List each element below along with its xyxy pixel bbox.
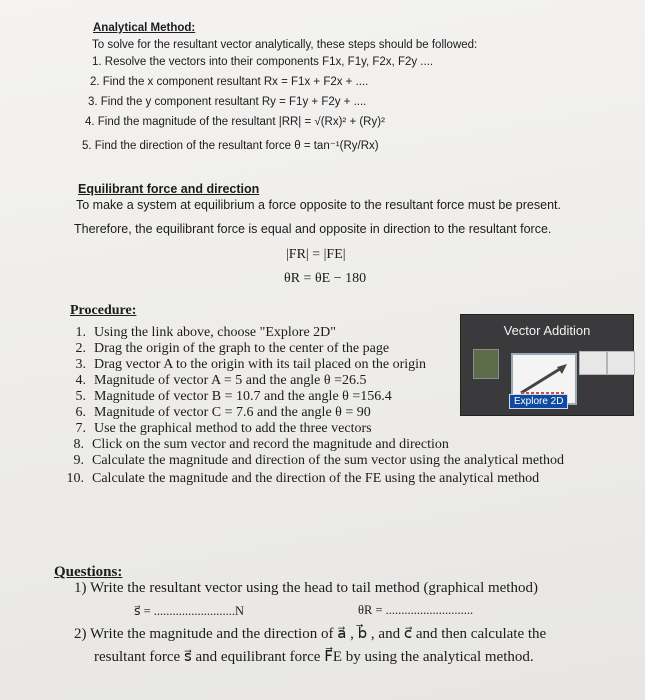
question-1: 1) Write the resultant vector using the head to tail method (graphical method) — [74, 580, 538, 596]
question-2-line-2: resultant force s⃗ and equilibrant force F⃗E by using the analytical method. — [94, 649, 534, 665]
procedure-number: 4. — [75, 373, 86, 388]
equilibrant-heading: Equilibrant force and direction — [78, 182, 260, 196]
sim-lab-thumbnail-icon — [579, 351, 607, 375]
sim-title: Vector Addition — [503, 323, 591, 338]
procedure-heading: Procedure: — [70, 303, 137, 318]
procedure-text: Click on the sum vector and record the magnitude and direction — [92, 437, 449, 452]
procedure-item-10 — [62, 471, 539, 487]
analytical-step-3: 3. Find the y component resultant Ry = F1y + F2y + .... — [88, 96, 367, 108]
question-1-resultant-blank: s⃗ = ..........................N — [134, 604, 245, 618]
procedure-text: Using the link above, choose "Explore 2D" — [94, 325, 336, 340]
analytical-step-2: 2. Find the x component resultant Rx = F1x + F2x + .... — [90, 76, 369, 88]
procedure-text: Drag the origin of the graph to the center of the page — [94, 341, 390, 356]
procedure-text: Magnitude of vector C = 7.6 and the angle θ = 90 — [94, 405, 371, 420]
procedure-text: Use the graphical method to add the three vectors — [94, 421, 372, 436]
procedure-item-8 — [62, 437, 449, 453]
equilibrant-line-2: Therefore, the equilibrant force is equal and opposite in direction to the resultant force. — [74, 222, 552, 236]
analytical-intro: To solve for the resultant vector analytically, these steps should be followed: — [92, 39, 478, 51]
equilibrant-line-1: To make a system at equilibrium a force opposite to the resultant force must be present. — [76, 198, 561, 212]
analytical-heading: Analytical Method: — [93, 22, 196, 34]
questions-heading: Questions: — [54, 564, 123, 580]
procedure-number: 8. — [73, 437, 84, 452]
procedure-text: Drag vector A to the origin with its tail placed on the origin — [94, 357, 427, 372]
procedure-text: Calculate the magnitude and the direction of the FE using the analytical method — [92, 471, 540, 486]
procedure-number: 3. — [75, 357, 86, 372]
procedure-item-3 — [64, 357, 426, 373]
procedure-text: Magnitude of vector B = 10.7 and the angle θ =156.4 — [94, 389, 392, 404]
procedure-item-7 — [64, 421, 372, 437]
question-1-angle-blank: θR = ............................ — [358, 603, 474, 617]
procedure-text: Magnitude of vector A = 5 and the angle θ =26.5 — [94, 373, 367, 388]
analytical-step-5: 5. Find the direction of the resultant force θ = tan⁻¹(Ry/Rx) — [82, 140, 379, 152]
procedure-number: 1. — [75, 325, 86, 340]
procedure-number: 2. — [75, 341, 86, 356]
procedure-number: 9. — [73, 453, 84, 468]
sim-intro-thumbnail-icon — [473, 349, 499, 379]
analytical-step-4: 4. Find the magnitude of the resultant |RR| = √(Rx)² + (Ry)² — [85, 116, 385, 128]
procedure-item-1 — [64, 325, 336, 341]
procedure-item-2 — [64, 341, 389, 357]
vector-addition-sim-card[interactable] — [460, 314, 634, 416]
equilibrant-equation-1: |FR| = |FE| — [286, 247, 346, 262]
sim-equations-thumbnail-icon — [607, 351, 635, 375]
procedure-item-4 — [64, 373, 367, 389]
analytical-step-1: 1. Resolve the vectors into their components F1x, F1y, F2x, F2y .... — [92, 56, 434, 68]
equilibrant-equation-2: θR = θE − 180 — [284, 271, 367, 286]
procedure-number: 5. — [75, 389, 86, 404]
procedure-item-6 — [64, 405, 371, 421]
procedure-number: 10. — [66, 471, 84, 486]
procedure-item-9 — [62, 453, 564, 469]
procedure-number: 7. — [75, 421, 86, 436]
procedure-item-5 — [64, 389, 392, 405]
explore-2d-button[interactable]: Explore 2D — [509, 394, 568, 409]
procedure-number: 6. — [75, 405, 86, 420]
question-2-line-1: 2) Write the magnitude and the direction of a⃗ , b⃗ , and c⃗ and then calculate the — [74, 626, 547, 642]
procedure-text: Calculate the magnitude and direction of the sum vector using the analytical method — [92, 453, 564, 468]
